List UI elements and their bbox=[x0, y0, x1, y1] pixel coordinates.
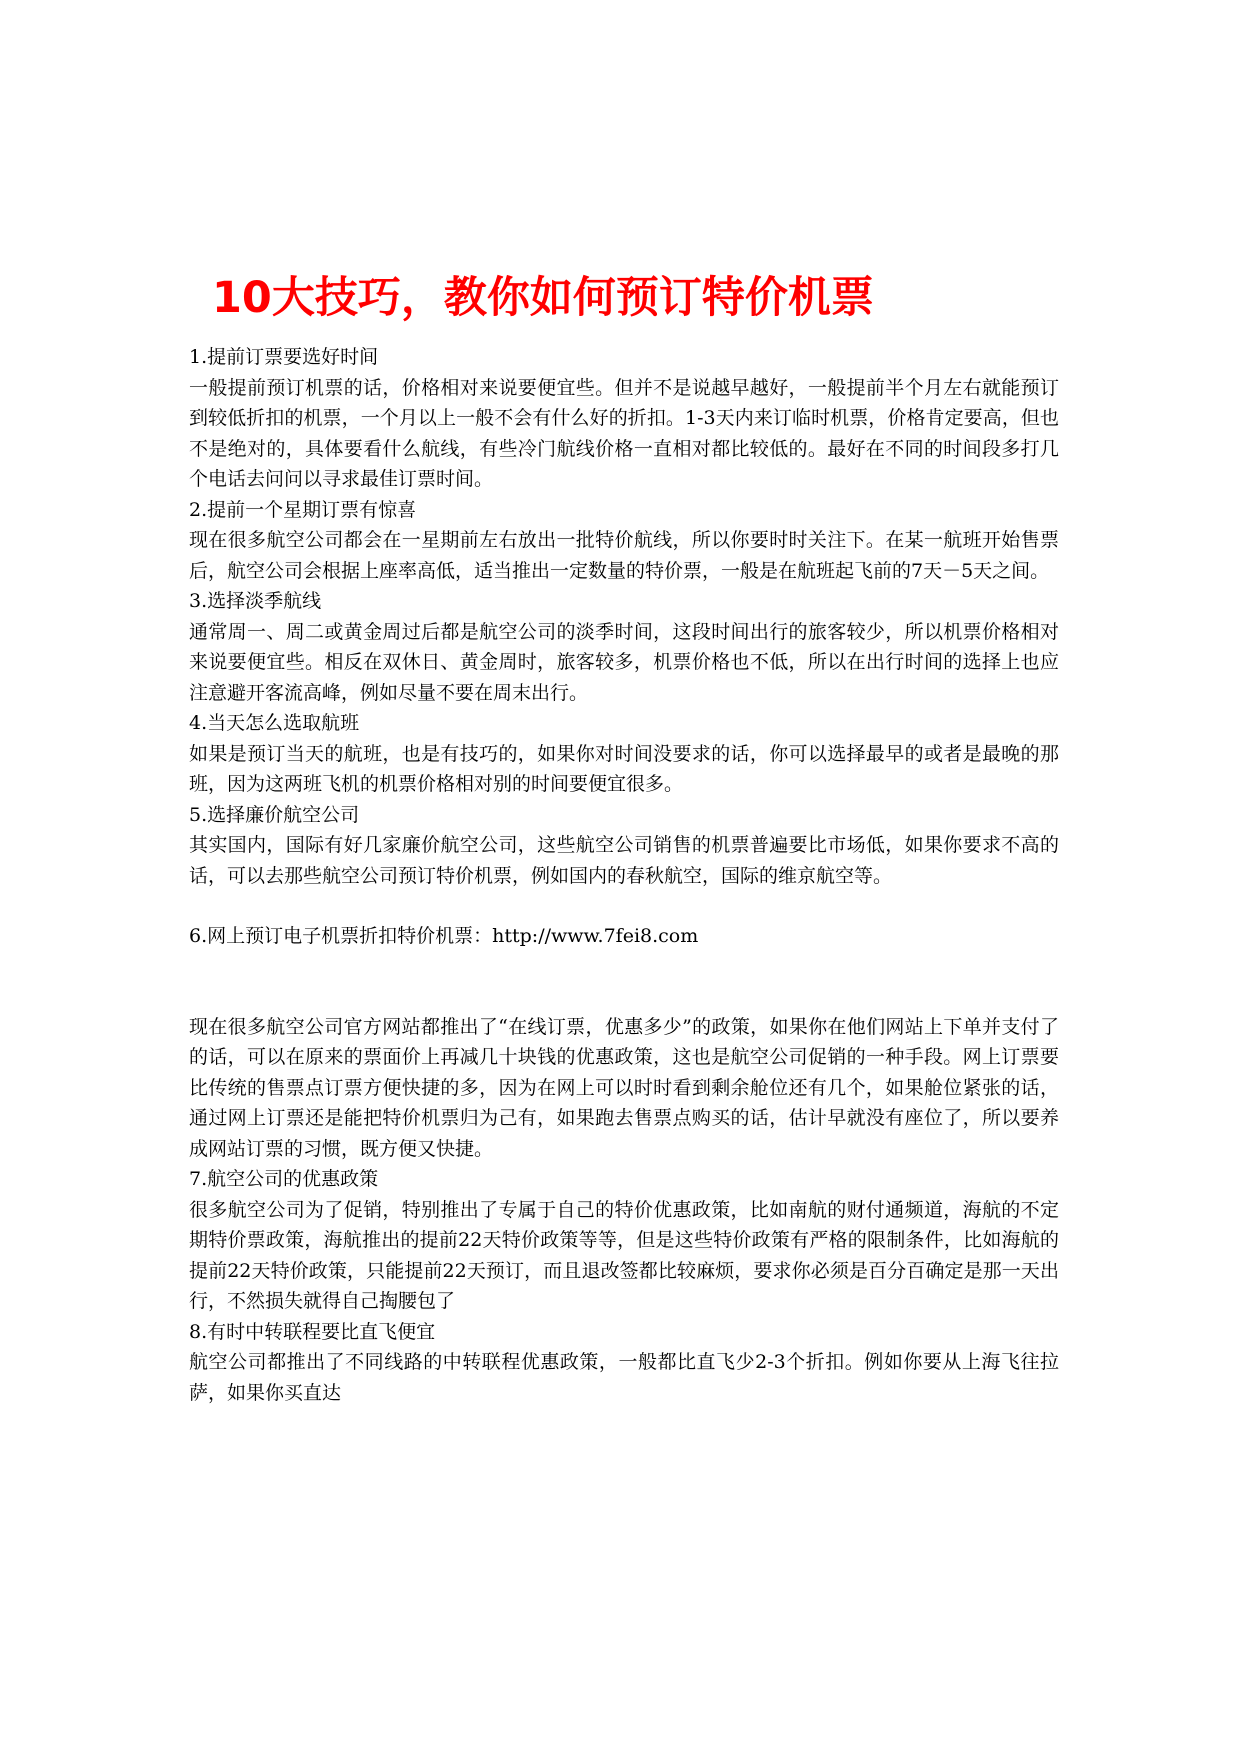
section-heading-8: 8.有时中转联程要比直飞便宜 bbox=[189, 1320, 436, 1343]
section-body-3: 通常周一、周二或黄金周过后都是航空公司的淡季时间，这段时间出行的旅客较少，所以机票价格相对来说要便宜些。相反在双休日、黄金周时，旅客较多，机票价格也不低，所以在出行时间的选择上也应注意避开客流高峰，例如尽量不要在周末出行。 bbox=[189, 620, 1059, 704]
section-body-6: 现在很多航空公司官方网站都推出了“在线订票，优惠多少”的政策，如果你在他们网站上下单并支付了的话，可以在原来的票面价上再减几十块钱的优惠政策，这也是航空公司促销的一种手段。网上订票要比传统的售票点订票方便快捷的多，因为在网上可以时时看到剩余舱位还有几个，如果舱位紧张的话，通过网上订票还是能把特价机票归为己有，如果跑去售票点购买的话，估计早就没有座位了，所以要养成网站订票的习惯，既方便又快捷。 bbox=[189, 1015, 1059, 1160]
section-heading-2: 2.提前一个星期订票有惊喜 bbox=[189, 498, 417, 521]
section-body-2: 现在很多航空公司都会在一星期前左右放出一批特价航线，所以你要时时关注下。在某一航班开始售票后，航空公司会根据上座率高低，适当推出一定数量的特价票，一般是在航班起飞前的7天－5天之间。 bbox=[189, 529, 1059, 582]
section-body-4: 如果是预订当天的航班，也是有技巧的，如果你对时间没要求的话，你可以选择最早的或者是最晚的那班，因为这两班飞机的机票价格相对别的时间要便宜很多。 bbox=[189, 742, 1059, 795]
document-title: 10大技巧，教你如何预订特价机票 bbox=[212, 273, 874, 323]
section-heading-3: 3.选择淡季航线 bbox=[189, 590, 322, 612]
section-heading-6: 6.网上预订电子机票折扣特价机票：http://www.7fei8.com bbox=[189, 925, 699, 947]
section-heading-4: 4.当天怎么选取航班 bbox=[189, 712, 360, 734]
section-body-1: 一般提前预订机票的话，价格相对来说要便宜些。但并不是说越早越好，一般提前半个月左右就能预订到较低折扣的机票，一个月以上一般不会有什么好的折扣。1-3天内来订临时机票，价格肯定要高，但也不是绝对的，具体要看什么航线，有些冷门航线价格一直相对都比较低的。最好在不同的时间段多打几个电话去问问以寻求最佳订票时间。 bbox=[189, 376, 1059, 490]
section-body-7: 很多航空公司为了促销，特别推出了专属于自己的特价优惠政策，比如南航的财付通频道，海航的不定期特价票政策，海航推出的提前22天特价政策等等，但是这些特价政策有严格的限制条件，比如海航的提前22天特价政策，只能提前22天预订，而且退改签都比较麻烦，要求你必须是百分百确定是那一天出行，不然损失就得自己掏腰包了 bbox=[189, 1198, 1059, 1312]
section-heading-7: 7.航空公司的优惠政策 bbox=[189, 1168, 379, 1190]
section-heading-5: 5.选择廉价航空公司 bbox=[189, 803, 360, 826]
section-heading-1: 1.提前订票要选好时间 bbox=[189, 346, 379, 368]
section-body-8: 航空公司都推出了不同线路的中转联程优惠政策，一般都比直飞少2-3个折扣。例如你要从上海飞往拉萨，如果你买直达 bbox=[189, 1351, 1059, 1404]
section-body-5: 其实国内，国际有好几家廉价航空公司，这些航空公司销售的机票普遍要比市场低，如果你要求不高的话，可以去那些航空公司预订特价机票，例如国内的春秋航空，国际的维京航空等。 bbox=[189, 834, 1059, 887]
document-body bbox=[189, 342, 1059, 1408]
